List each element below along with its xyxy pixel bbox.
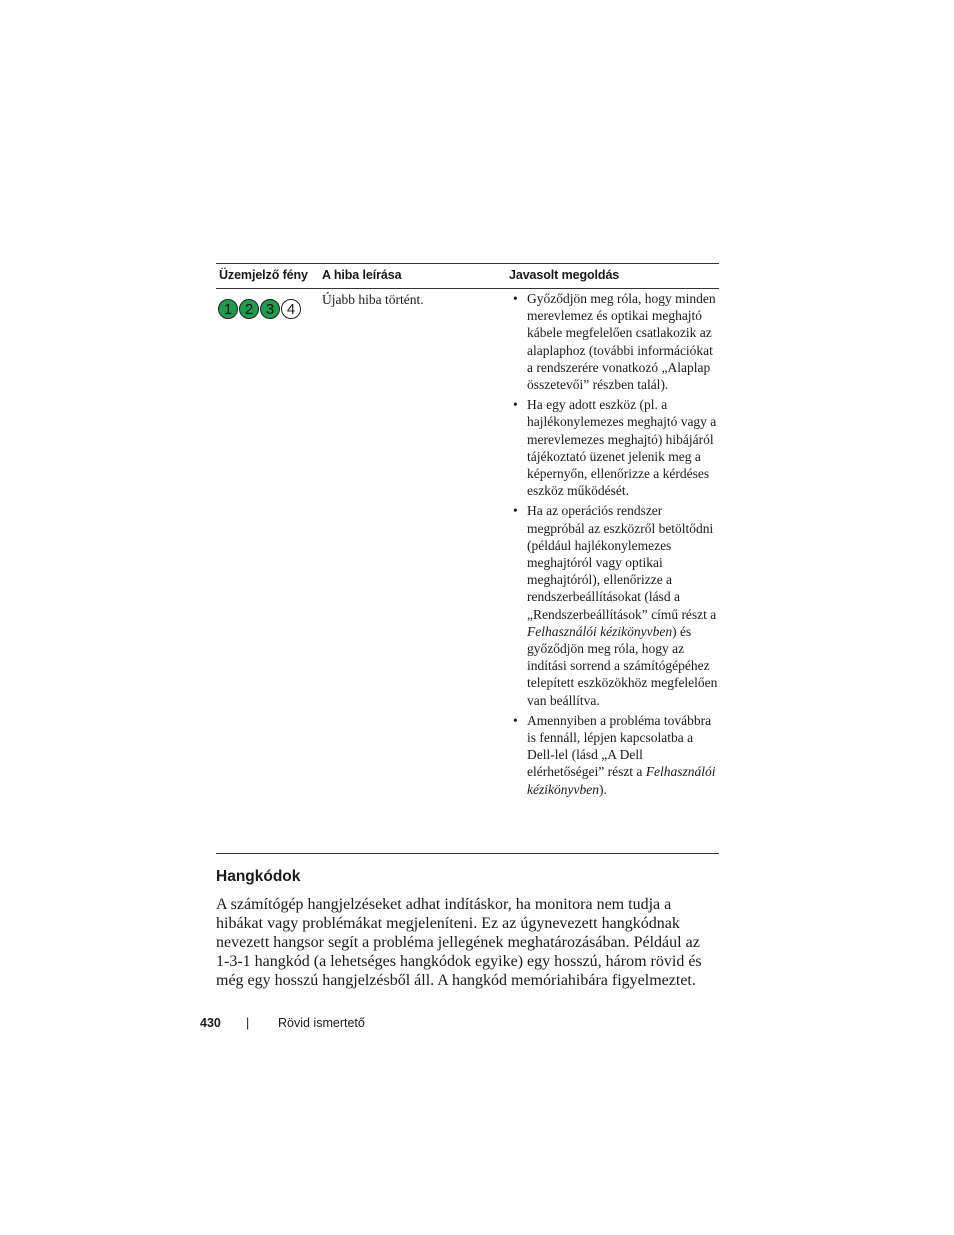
column-header-solution: Javasolt megoldás bbox=[509, 268, 620, 282]
section-heading: Hangkódok bbox=[216, 868, 301, 885]
footer-title: Rövid ismertető bbox=[278, 1016, 365, 1030]
solution-list bbox=[512, 290, 719, 801]
solution-item: • Ha egy adott eszköz (pl. a hajlékonylemezes meghajtó vagy a merevlemezes meghajtó) hibájáról tájékoztató üzenet jelenik meg a képernyőn, ellenőrizze a kérdéses eszköz működését. bbox=[512, 396, 719, 499]
solution-item: • Amennyiben a probléma továbbra is fennáll, lépjen kapcsolatba a Dell-lel (lásd „A Dell elérhetőségei” részt a Felhasználói kézikönyvben). bbox=[512, 712, 719, 798]
manual-title: Felhasználói kézikönyvben bbox=[527, 623, 673, 639]
solution-item: • Ha az operációs rendszer megpróbál az eszközről betöltődni (például hajlékonylemezes meghajtóról vagy optikai meghajtóról), ellenőrizze a rendszerbeállításokat (lásd a „Rendszerbeállítások” című részt a Felhasználói kézikönyvben) és győződjön meg róla, hogy az indítási sorrend a számítógépéhez telepített eszközökhöz megfelelően van beállítva. bbox=[512, 502, 719, 708]
column-header-description: A hiba leírása bbox=[322, 268, 402, 282]
diagnostic-light-2: 2 bbox=[239, 299, 259, 319]
section-paragraph: A számítógép hangjelzéseket adhat indításkor, ha monitora nem tudja a hibákat vagy problémákat megjeleníteni. Ez az úgynevezett hangkódnak nevezett hangsor segít a probléma jellegének meghatározásában. Például az 1-3-1 hangkód (a lehetséges hangkódok egyike) egy hosszú, három rövid és még egy hosszú hangjelzésből áll. A hangkód memóriahibára figyelmeztet. bbox=[216, 896, 702, 989]
footer-separator: | bbox=[246, 1016, 250, 1030]
diagnostic-light-4: 4 bbox=[281, 299, 301, 319]
diagnostic-light-1: 1 bbox=[218, 299, 238, 319]
solution-item: • Győződjön meg róla, hogy minden merevlemez és optikai meghajtó kábele megfelelően csatlakozik az alaplaphoz (további információkat a rendszerére vonatkozó „Alaplap összetevői” részben talál). bbox=[512, 290, 719, 393]
diagnostic-light-3: 3 bbox=[260, 299, 280, 319]
diagnostic-light-pattern bbox=[218, 299, 301, 319]
problem-description: Újabb hiba történt. bbox=[322, 292, 424, 307]
page-number: 430 bbox=[200, 1016, 221, 1030]
table-bottom-rule bbox=[216, 853, 719, 854]
table-top-rule bbox=[216, 263, 719, 264]
table-header-rule bbox=[216, 288, 719, 289]
column-header-light: Üzemjelző fény bbox=[219, 268, 308, 282]
manual-title: Felhasználói kézikönyvben bbox=[527, 764, 716, 797]
